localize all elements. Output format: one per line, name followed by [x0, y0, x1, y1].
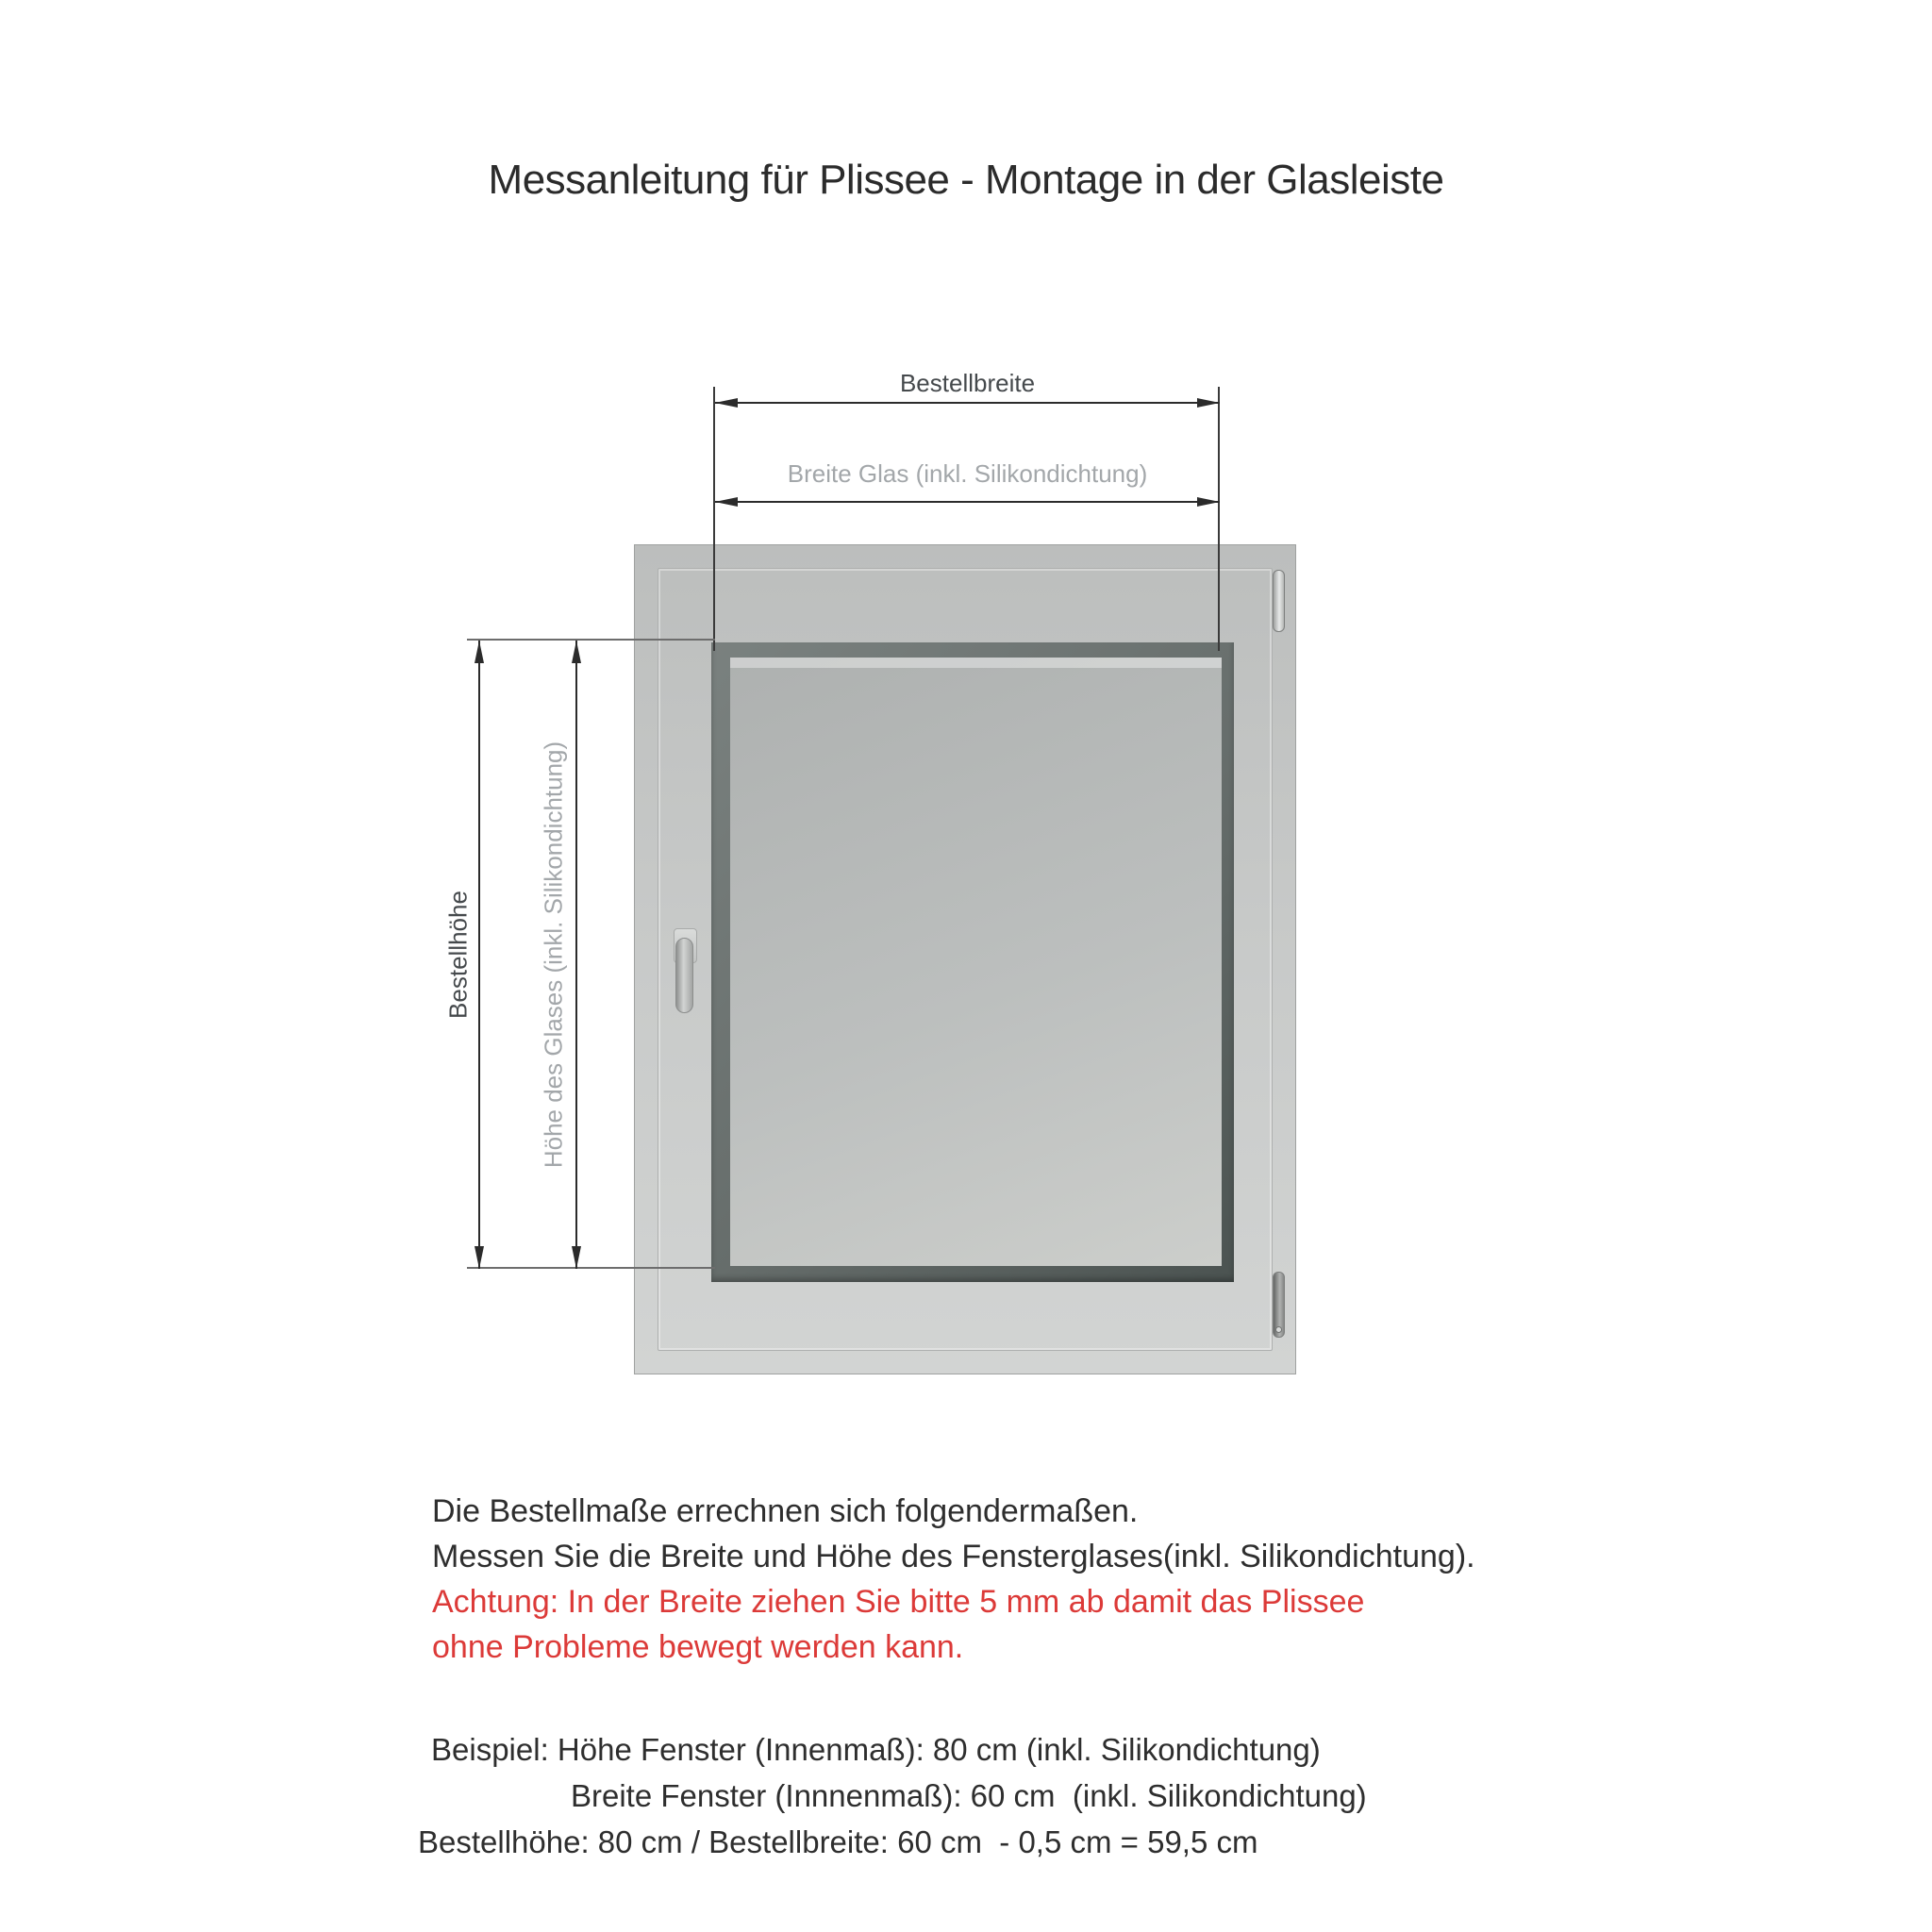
page-title: Messanleitung für Plissee - Montage in der Glasleiste [488, 157, 1444, 203]
warning-line-1: Achtung: In der Breite ziehen Sie bitte 5 mm ab damit das Plissee [432, 1584, 1365, 1620]
glass-height-arrow [575, 641, 577, 1269]
example-line-3: Bestellhöhe: 80 cm / Bestellbreite: 60 cm - 0,5 cm = 59,5 cm [418, 1824, 1258, 1859]
instructions-block [432, 1489, 1475, 1670]
example-line-1: Beispiel: Höhe Fenster (Innenmaß): 80 cm (inkl. Silikondichtung) [431, 1732, 1321, 1767]
height-tick-line-bottom [467, 1267, 715, 1269]
window-illustration [634, 544, 1296, 1374]
glass-width-label: Breite Glas (inkl. Silikondichtung) [787, 459, 1148, 488]
example-line-2: Breite Fenster (Innnenmaß): 60 cm (inkl. Silikondichtung) [571, 1778, 1367, 1813]
window-hinge-bottom [1273, 1272, 1285, 1338]
glass-width-arrow [715, 501, 1220, 503]
width-extension-line-right [1218, 387, 1220, 651]
height-tick-line-top [467, 639, 715, 641]
warning-line-2: ohne Probleme bewegt werden kann. [432, 1629, 964, 1665]
window-handle-lever [675, 938, 693, 1013]
order-width-label: Bestellbreite [899, 369, 1036, 397]
window-hinge-top [1273, 570, 1285, 632]
window-glass [730, 658, 1222, 1266]
hinge-screw [1275, 1326, 1282, 1333]
glass-top-highlight [730, 658, 1222, 668]
glass-height-label: Höhe des Glases (inkl. Silikondichtung) [539, 741, 568, 1169]
order-height-label: Bestellhöhe [443, 891, 473, 1019]
example-block [418, 1726, 1367, 1865]
width-extension-line-left [713, 387, 715, 651]
order-width-arrow [715, 402, 1220, 404]
window-glass-bead-frame [711, 642, 1234, 1282]
instruction-line-1: Die Bestellmaße errechnen sich folgendermaßen. [432, 1493, 1139, 1529]
instruction-line-2: Messen Sie die Breite und Höhe des Fensterglases(inkl. Silikondichtung). [432, 1539, 1475, 1574]
order-height-arrow [478, 641, 480, 1269]
